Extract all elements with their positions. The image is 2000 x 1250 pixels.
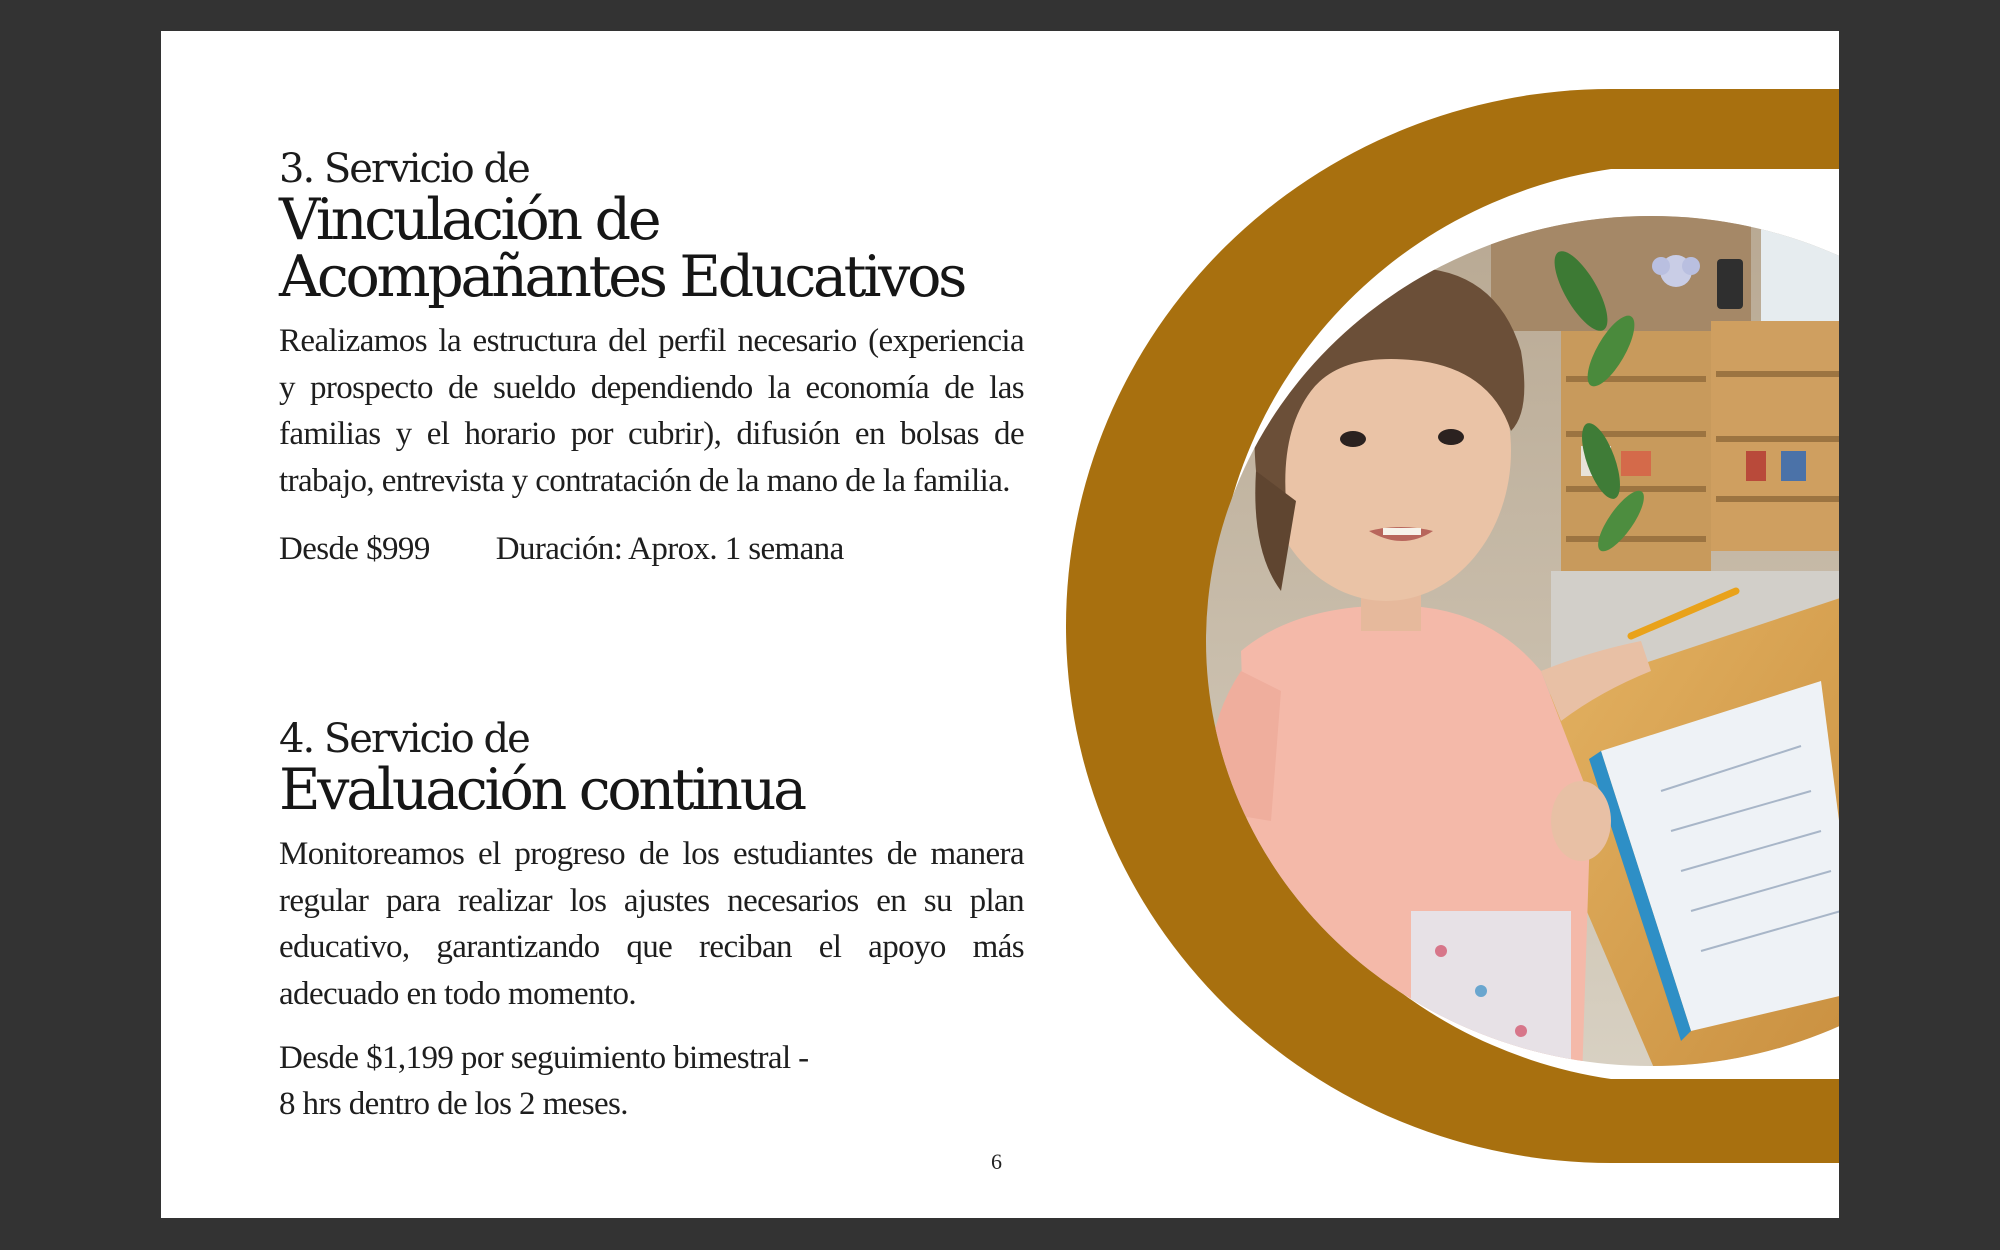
service-section-3 [279,146,1024,572]
section-title: Evaluación continua [279,757,804,823]
document-page [161,31,1839,1218]
section-title-line2: Acompañantes Educativos [279,244,965,310]
section-kicker: 3. Servicio de [279,146,529,192]
section-body: Realizamos la estructura del perfil necesario (experiencia y prospecto de sueldo dependiendo la economía de las familias y el horario por cubrir), difusión en bolsas de trabajo, entrevista y contratación de la mano de la familia. [279,323,1024,499]
duration-text: Duración: Aprox. 1 semana [495,531,844,567]
section-meta [279,526,1024,572]
section-title-line1: Vinculación de [279,187,659,253]
price-text: Desde $1,199 por seguimiento bimestral - [279,1040,809,1076]
section-meta [279,1035,1024,1127]
section-body: Monitoreamos el progreso de los estudiantes de manera regular para realizar los ajustes necesarios en su plan educativo, garantizando que reciban el apoyo más adecuado en todo momento. [279,836,1024,1012]
page-number: 6 [991,1149,1002,1174]
price-text: Desde $999 [279,531,430,567]
section-kicker: 4. Servicio de [279,716,529,762]
service-section-4 [279,716,1024,1127]
price-detail-text: 8 hrs dentro de los 2 meses. [279,1086,628,1122]
